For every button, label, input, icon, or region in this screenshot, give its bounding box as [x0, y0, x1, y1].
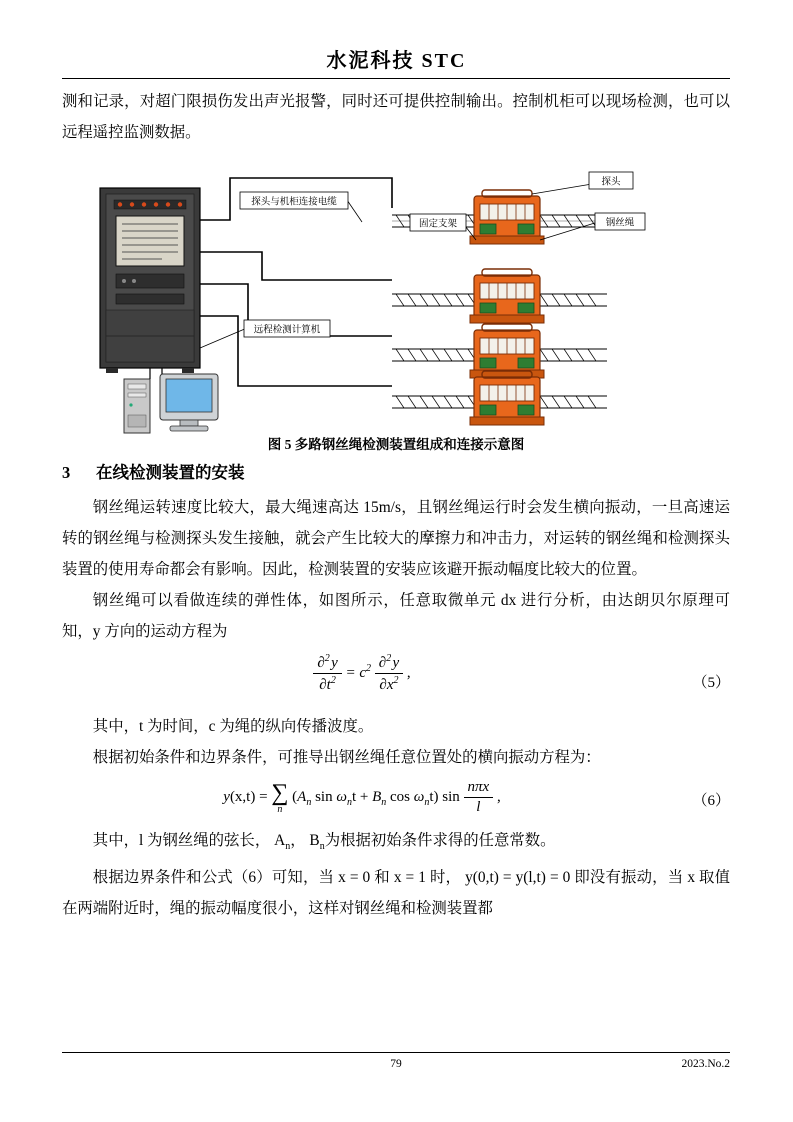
paragraph-5-part-b: ， B: [290, 832, 320, 849]
eq6-frac: $\frac{\text{nπx}}{l}$: [464, 779, 494, 817]
figure-label-fixed-bracket: [410, 214, 466, 231]
paragraph-2: 钢丝绳可以看做连续的弹性体，如图所示，任意取微单元 dx 进行分析，由达朗贝尔原理可知，y 方向的运动方程为: [62, 592, 730, 640]
paragraph-1: 钢丝绳运转速度比较大，最大绳速高达 15m/s，且钢丝绳运行时会发生横向振动，一旦高速运转的钢丝绳与检测探头发生接触，就会产生比较大的摩擦力和冲击力，对运转的钢丝绳和检测探头装置的使用寿命都会有影响。因此，检测装置的安装应该避开振动幅度比较大的位置。: [62, 499, 730, 578]
control-cabinet: [100, 188, 200, 373]
main-flow: [62, 492, 730, 924]
header-divider: [62, 78, 730, 79]
section-title: 在线检测装置的安装: [96, 463, 245, 482]
eq5-rhs: $\frac{\partial^2 y}{\partial x^2}$: [375, 653, 403, 695]
section-heading: [62, 459, 730, 483]
svg-text:远程检测计算机: 远程检测计算机: [253, 324, 321, 336]
footer-divider: [62, 1052, 730, 1053]
page-number: 79: [390, 1058, 402, 1070]
svg-text:固定支架: 固定支架: [418, 218, 458, 230]
svg-text:探头: 探头: [601, 176, 621, 188]
paragraph-5-part-a: 其中，l 为钢丝绳的弦长， A: [92, 832, 286, 849]
figure-label-remote-computer: [244, 320, 330, 337]
figure-label-probe-cable: [240, 192, 348, 209]
equation-5-body: $\frac{\partial^2 y}{\partial t^2}$ = $c^2$ $\frac{\partial^2 y}{\partial x^2}$ ,: [62, 653, 662, 695]
top-paragraph-block: [62, 86, 730, 148]
paragraph-5: 其中，l 为钢丝绳的弦长， $A_n$， $B_n$为根据初始条件求得的任意常数。: [92, 832, 556, 853]
issue-label: 2023.No.2: [681, 1058, 730, 1070]
summation-symbol: ∑ n: [271, 779, 289, 815]
equation-6-row: [62, 779, 730, 823]
remote-computer: [124, 374, 218, 433]
figure-diagram: [62, 160, 730, 450]
svg-text:探头与机柜连接电缆: 探头与机柜连接电缆: [251, 196, 337, 208]
paragraph-6: 根据边界条件和公式（6）可知，当 x = 0 和 x = 1 时， y(0,t) = y(l,t) = 0 即没有振动，当 x 取值在两端附近时，绳的振动幅度很小，这样对钢丝绳和检测装置都: [62, 869, 730, 918]
page-header: [0, 44, 793, 73]
paragraph-3: 其中，t 为时间，c 为绳的纵向传播波度。: [92, 718, 374, 735]
equation-5-number: （5）: [692, 675, 730, 691]
detector-heads: [470, 190, 544, 425]
equation-5-row: [62, 653, 730, 709]
figure-svg: [62, 160, 730, 450]
figure-label-probe: [589, 172, 633, 189]
figure-caption: 图 5 多路钢丝绳检测装置组成和连接示意图: [267, 437, 525, 452]
top-paragraph: 测和记录，对超门限损伤发出声光报警，同时还可提供控制输出。控制机柜可以现场检测，也可以远程遥控监测数据。: [62, 93, 730, 141]
eq5-lhs: $\frac{\partial^2 y}{\partial t^2}$: [313, 653, 341, 695]
paragraph-4: 根据初始条件和边界条件，可推导出钢丝绳任意位置处的横向振动方程为：: [92, 749, 601, 766]
equation-6-number: （6）: [692, 793, 730, 809]
equation-6-body: y(x,t) = ∑ n ($A_n$ $\sin \omega_nt + B_n$ $\cos \omega_nt$) sin $\frac{\text{nπx}}{l}$ ,: [223, 779, 501, 816]
figure-label-wire-rope: [595, 213, 645, 230]
svg-text:钢丝绳: 钢丝绳: [605, 217, 635, 229]
section-number: 3: [62, 463, 71, 482]
paragraph-5-part-c: 为根据初始条件求得的任意常数。: [324, 832, 556, 849]
journal-title: 水泥科技 STC: [326, 50, 467, 72]
